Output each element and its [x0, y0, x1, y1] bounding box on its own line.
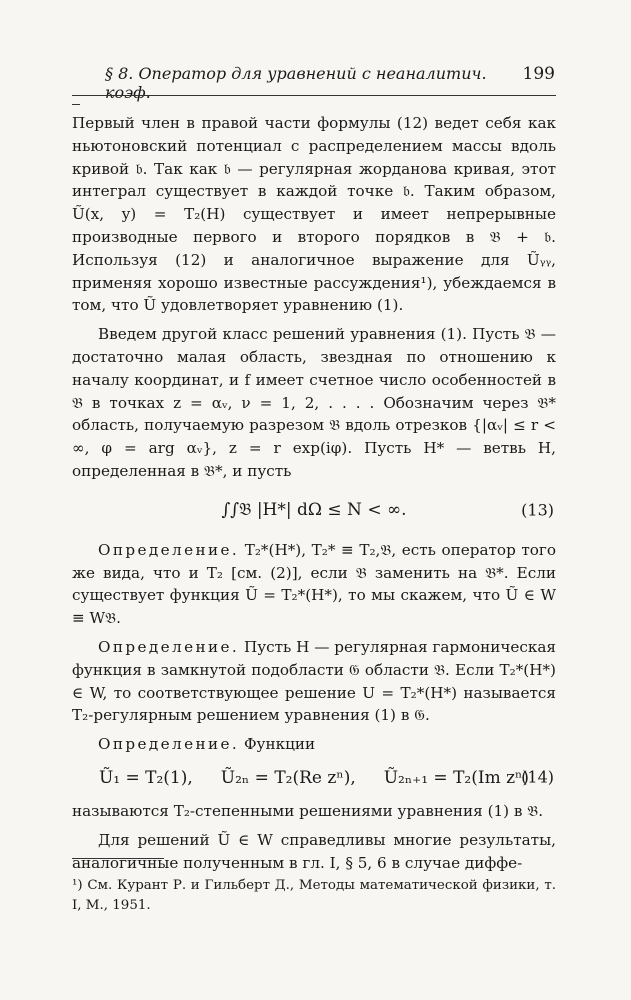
formula-13-number: (13) — [521, 500, 554, 520]
paragraph-2: Введем другой класс решений уравнения (1). Пусть 𝔅 — достаточно малая область, звездная по отношению к началу координат, и f имеет счетное число особенностей в 𝔅 в точках z = αᵥ, ν = 1, 2, . . . . Обозначим через 𝔅* область, получаемую разрезом 𝔅 вдоль отрезков {|αᵥ| ≤ r < ∞, φ = arg αᵥ}, z = r exp(iφ). Пусть H* — ветвь H, определенная в 𝔅*, и пусть — [72, 325, 556, 480]
formula-14-term-2: Ũ₂ₙ = T₂(Re zⁿ), — [220, 767, 356, 788]
formula-14-term-3: Ũ₂ₙ₊₁ = T₂(Im zⁿ) — [383, 767, 530, 788]
dash-mark — [72, 104, 80, 105]
paragraph-after-14: называются T₂-степенными решениями уравнения (1) в 𝔅. — [72, 801, 544, 820]
page-number: 199 — [522, 64, 555, 84]
formula-13 — [72, 483, 556, 539]
definition-2-text: Пусть H — регулярная гармоническая функция в замкнутой подобласти 𝔊 области 𝔅. Если T₂*(H*) ∈ W, то соответствующее решение U = T₂*(H*) называется T₂-регулярным решением уравнения (1) в 𝔊. — [72, 637, 557, 725]
main-text — [72, 112, 556, 874]
paragraph-last: Для решений Ũ ∈ W справедливы многие результаты, аналогичные полученным в гл. I, § 5, 6 в случае диффе- — [72, 830, 556, 872]
formula-14-number: (14) — [521, 767, 554, 787]
definition-1-heading: Определение. — [98, 540, 240, 559]
definition-3 — [72, 733, 556, 756]
paragraph-1: Первый член в правой части формулы (12) ведет себя как ньютоновский потенциал с распределением массы вдоль кривой 𝔟. Так как 𝔟 — регулярная жорданова кривая, этот интеграл существует в каждой точке 𝔟. Таким образом, Ũ(x, y) = T₂(H) существует и имеет непрерывные производные первого и второго порядков в 𝔅 + 𝔟. Используя (12) и аналогичное выражение для Ũᵧᵧ, применяя хорошо известные рассуждения¹), убеждаемся в том, что Ũ удовлетворяет уравнению (1). — [72, 114, 556, 315]
formula-14 — [72, 756, 556, 800]
footnote-rule — [72, 858, 164, 859]
definition-3-text: Функции — [243, 735, 316, 754]
running-header — [105, 64, 555, 102]
header-rule — [72, 95, 556, 96]
definition-3-heading: Определение. — [98, 735, 240, 754]
definition-2 — [72, 636, 556, 727]
footnote: ¹) См. Курант Р. и Гильберт Д., Методы математической физики, т. I, М., 1951. — [72, 878, 556, 913]
definition-2-heading: Определение. — [98, 637, 240, 656]
formula-13-body: ∫∫𝔅 |H*| dΩ ≤ N < ∞. — [221, 500, 407, 521]
formula-14-term-1: Ũ₁ = T₂(1), — [98, 767, 193, 788]
definition-1 — [72, 539, 556, 630]
running-title: § 8. Оператор для уравнений с неаналитич. коэф. — [105, 64, 487, 102]
definition-1-text: T₂*(H*), T₂* ≡ T₂,𝔅, есть оператор того же вида, что и T₂ [см. (2)], если 𝔅 заменить на 𝔅*. Если существует функция Ũ = T₂*(H*), то мы скажем, что Ũ ∈ W ≡ W𝔅. — [72, 540, 557, 628]
